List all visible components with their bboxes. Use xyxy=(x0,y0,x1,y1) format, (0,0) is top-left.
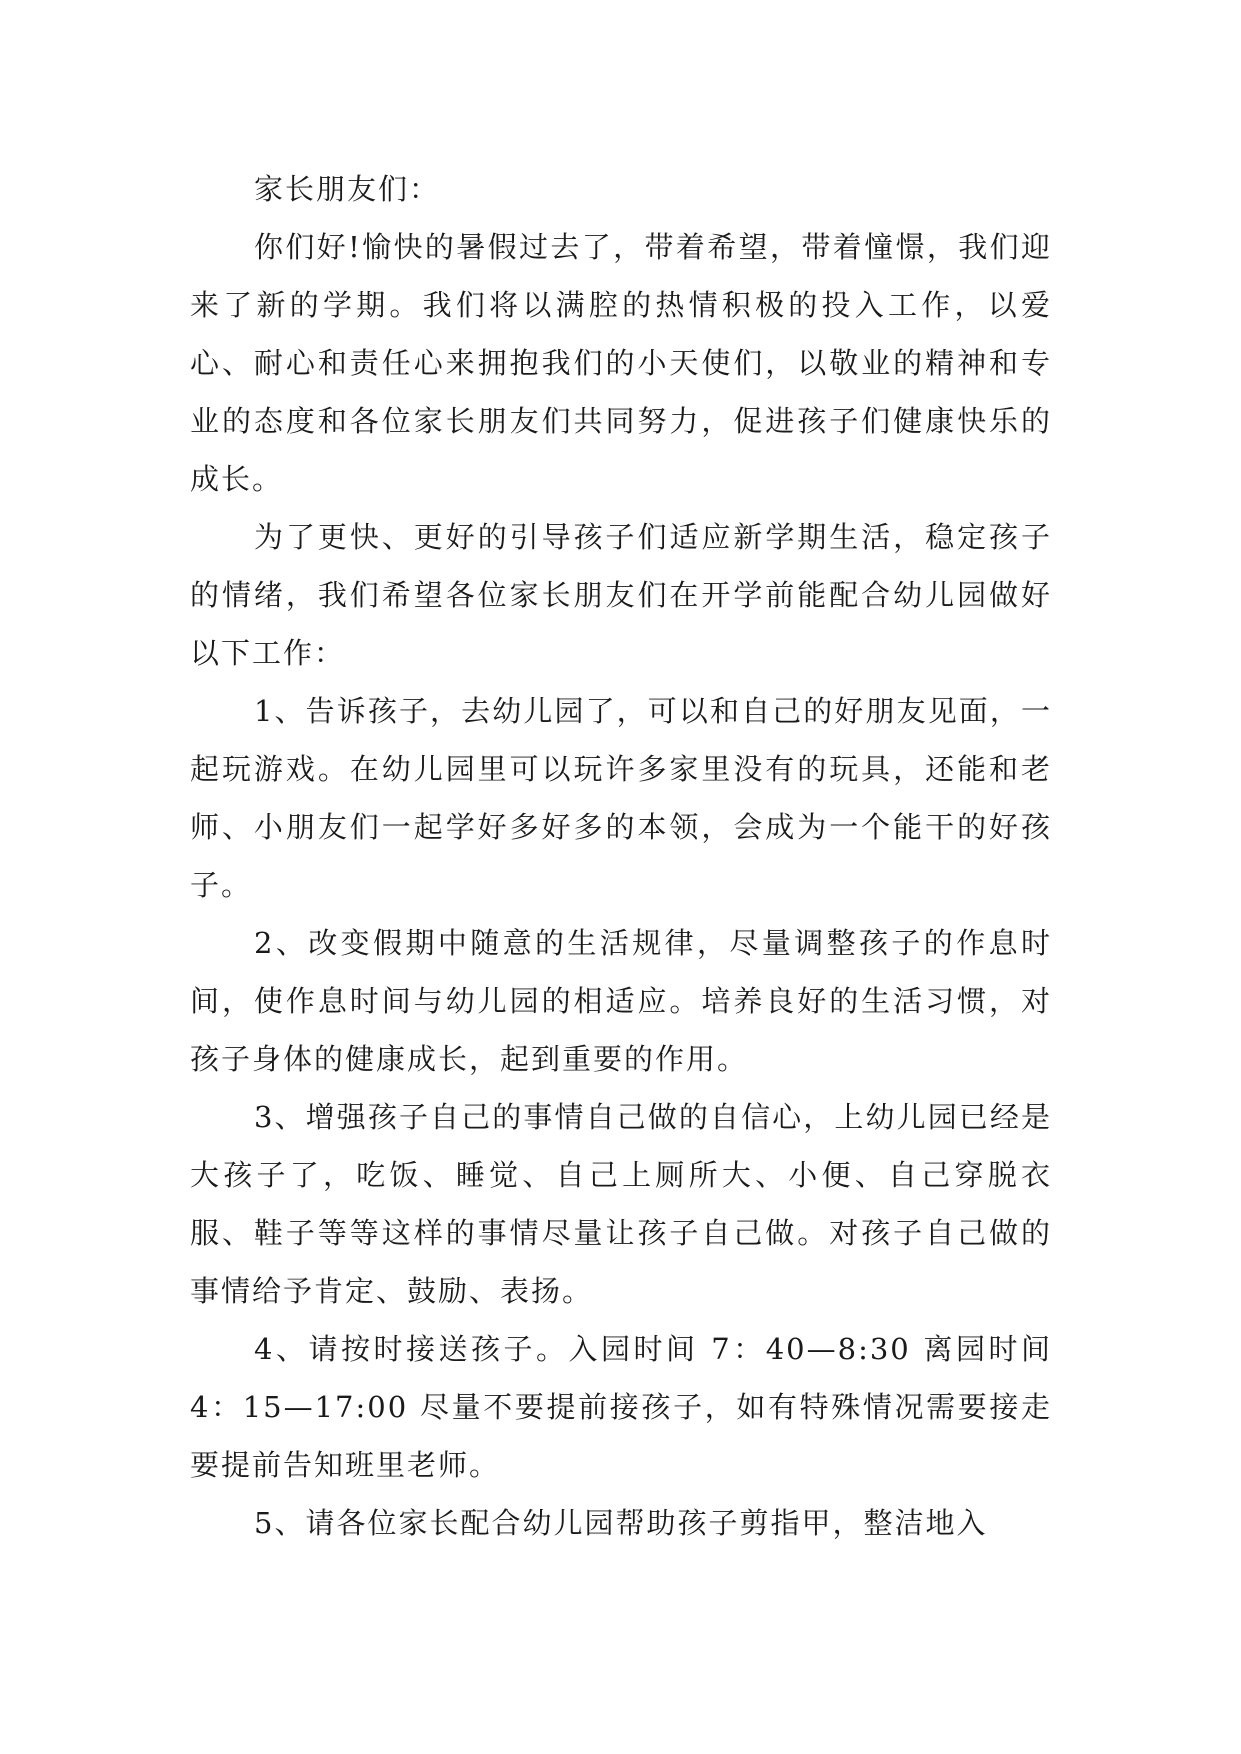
paragraph-item-5: 5、请各位家长配合幼儿园帮助孩子剪指甲，整洁地入 xyxy=(254,1506,988,1540)
paragraph-greeting: 你们好!愉快的暑假过去了，带着希望，带着憧憬，我们迎来了新的学期。我们将以满腔的热情积极的投入工作，以爱心、耐心和责任心来拥抱我们的小天使们，以敬业的精神和专业的态度和各位家长朋友们共同努力，促进孩子们健康快乐的成长。 xyxy=(190,230,1052,496)
paragraph-item-4: 4、请按时接送孩子。入园时间 7：40—8:30 离园时间4：15—17:00 尽量不要提前接孩子，如有特殊情况需要接走要提前告知班里老师。 xyxy=(190,1332,1052,1482)
paragraph-item-3: 3、增强孩子自己的事情自己做的自信心，上幼儿园已经是大孩子了，吃饭、睡觉、自己上厕所大、小便、自己穿脱衣服、鞋子等等这样的事情尽量让孩子自己做。对孩子自己做的事情给予肯定、鼓励、表扬。 xyxy=(190,1100,1052,1308)
salutation: 家长朋友们： xyxy=(254,172,441,206)
document-body xyxy=(190,160,1052,1552)
paragraph-item-1: 1、告诉孩子，去幼儿园了，可以和自己的好朋友见面，一起玩游戏。在幼儿园里可以玩许多家里没有的玩具，还能和老师、小朋友们一起学好多好多的本领，会成为一个能干的好孩子。 xyxy=(190,694,1052,902)
paragraph-request: 为了更快、更好的引导孩子们适应新学期生活，稳定孩子的情绪，我们希望各位家长朋友们在开学前能配合幼儿园做好以下工作： xyxy=(190,520,1052,670)
paragraph-item-2: 2、改变假期中随意的生活规律，尽量调整孩子的作息时间，使作息时间与幼儿园的相适应。培养良好的生活习惯，对孩子身体的健康成长，起到重要的作用。 xyxy=(190,926,1052,1076)
